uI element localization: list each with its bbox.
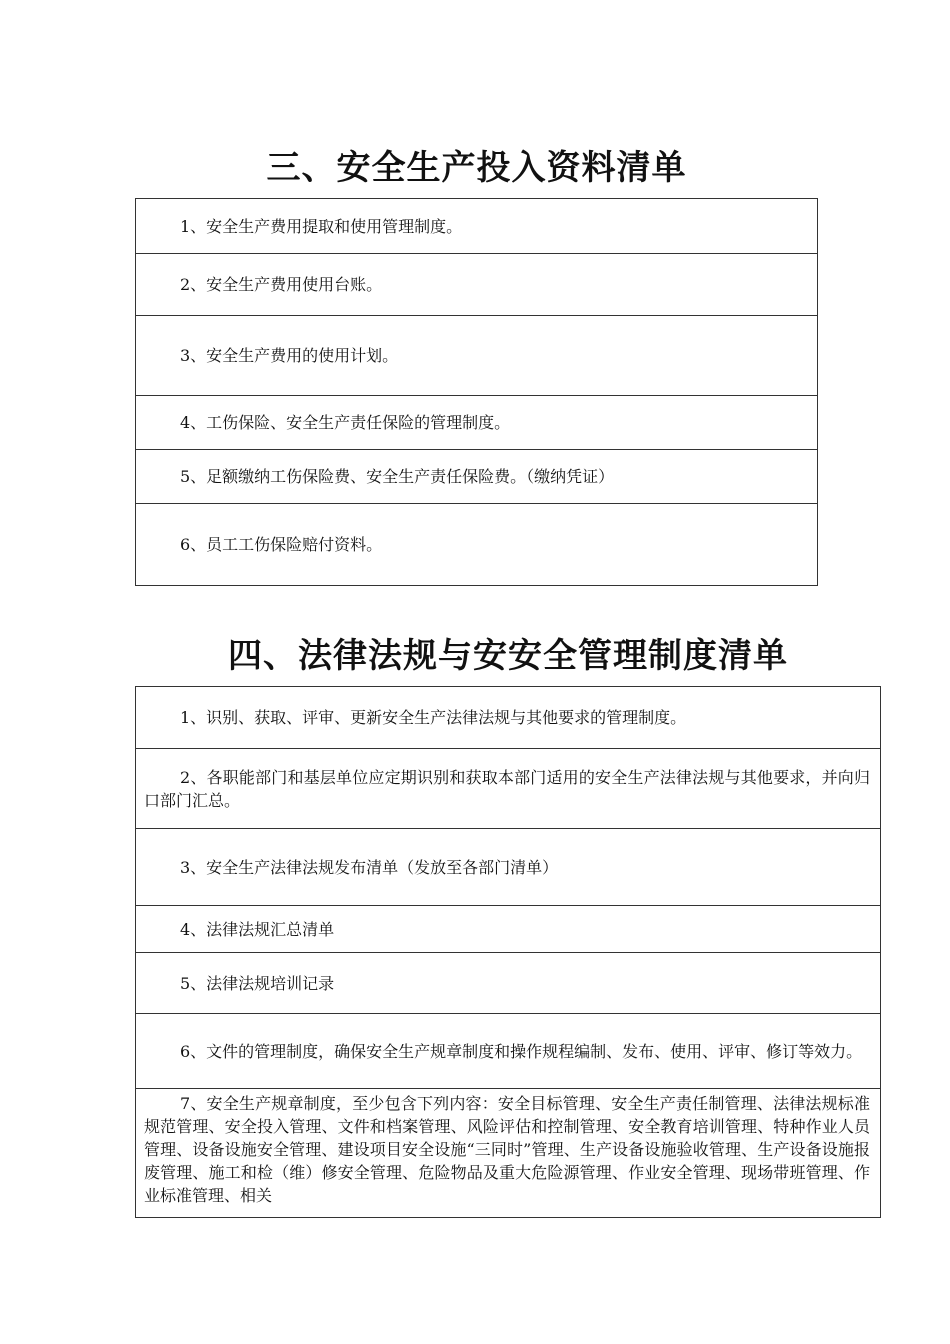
- section-4-title: 四、法律法规与安安全管理制度清单: [228, 636, 788, 676]
- table-row: [136, 504, 818, 586]
- list-item: 3、安全生产法律法规发布清单（发放至各部门清单）: [136, 829, 881, 906]
- table-row: [136, 199, 818, 254]
- list-item: 1、安全生产费用提取和使用管理制度。: [136, 199, 818, 254]
- table-row: [136, 1089, 881, 1218]
- table-row: [136, 829, 881, 906]
- section-3-title: 三、安全生产投入资料清单: [266, 148, 687, 188]
- list-item: 7、安全生产规章制度，至少包含下列内容：安全目标管理、安全生产责任制管理、法律法规标准规范管理、安全投入管理、文件和档案管理、风险评估和控制管理、安全教育培训管理、特种作业人员管理、设备设施安全管理、建设项目安全设施“三同时”管理、生产设备设施验收管理、生产设备设施报废管理、施工和检（维）修安全管理、危险物品及重大危险源管理、作业安全管理、现场带班管理、作业标准管理、相关: [144, 1094, 870, 1205]
- list-item: 2、安全生产费用使用台账。: [136, 254, 818, 316]
- table-row: [136, 450, 818, 504]
- list-item: 3、安全生产费用的使用计划。: [136, 316, 818, 396]
- list-item: 2、各职能部门和基层单位应定期识别和获取本部门适用的安全生产法律法规与其他要求，并向归口部门汇总。: [136, 749, 881, 829]
- list-item: 5、法律法规培训记录: [136, 953, 881, 1014]
- table-row: [136, 396, 818, 450]
- list-item: 4、工伤保险、安全生产责任保险的管理制度。: [136, 396, 818, 450]
- list-item: 4、法律法规汇总清单: [136, 906, 881, 953]
- list-item: 1、识别、获取、评审、更新安全生产法律法规与其他要求的管理制度。: [136, 687, 881, 749]
- table-row: [136, 749, 881, 829]
- table-row: [136, 906, 881, 953]
- section-3-table: [135, 198, 818, 586]
- section-4-table: [135, 686, 881, 1218]
- table-row: [136, 254, 818, 316]
- table-row: [136, 687, 881, 749]
- table-row: [136, 953, 881, 1014]
- table-row: [136, 1014, 881, 1089]
- table-row: [136, 316, 818, 396]
- list-item: 6、员工工伤保险赔付资料。: [136, 504, 818, 586]
- list-item: 5、足额缴纳工伤保险费、安全生产责任保险费。（缴纳凭证）: [136, 450, 818, 504]
- list-item: 6、文件的管理制度，确保安全生产规章制度和操作规程编制、发布、使用、评审、修订等效力。: [136, 1014, 881, 1089]
- list-item-cell: [136, 1089, 881, 1218]
